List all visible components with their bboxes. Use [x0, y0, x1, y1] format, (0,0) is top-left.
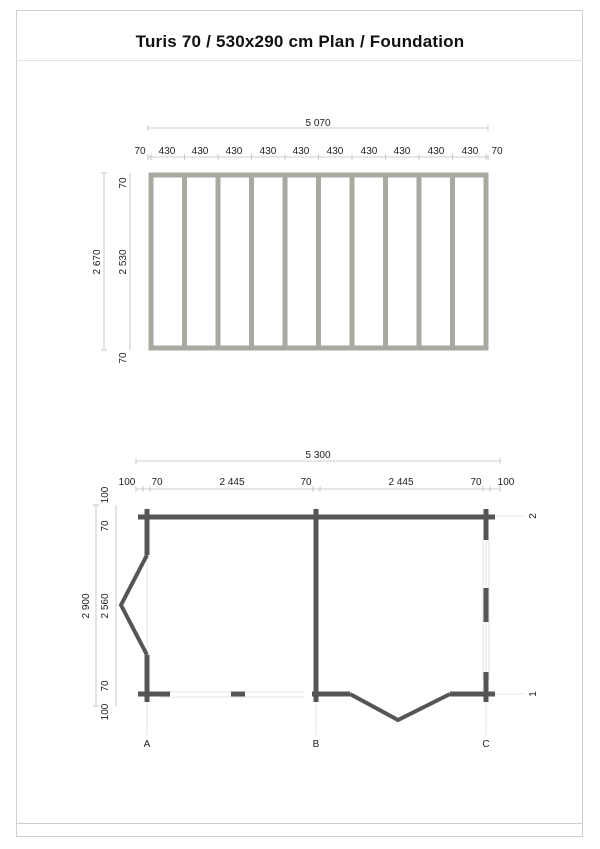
foundation-dimensions — [92, 118, 503, 364]
foundation-total-width: 5 070 — [305, 118, 331, 129]
fd-seg-8: 430 — [393, 146, 411, 157]
plan-seg-1: 70 — [151, 477, 163, 488]
front-double-door — [350, 694, 450, 720]
left-double-door — [121, 555, 147, 655]
plan-vseg-top-wall: 70 — [100, 520, 111, 532]
axis-c: C — [482, 739, 490, 750]
plan-vseg-bottom-outer: 100 — [100, 703, 111, 721]
fd-seg-7: 430 — [360, 146, 378, 157]
plan-vseg-bottom-wall: 70 — [100, 680, 111, 692]
plan-total-height: 2 900 — [81, 593, 92, 619]
fd-seg-3: 430 — [225, 146, 243, 157]
page-title: Turis 70 / 530x290 cm Plan / Foundation — [135, 32, 465, 51]
foundation-top-beam: 70 — [118, 177, 129, 189]
plan-guide-lines — [147, 508, 525, 735]
fd-seg-1: 430 — [158, 146, 176, 157]
plan-seg-5: 70 — [470, 477, 482, 488]
axis-1: 1 — [528, 691, 539, 697]
plan-seg-3: 70 — [300, 477, 312, 488]
fd-seg-9: 430 — [427, 146, 445, 157]
axis-a: A — [143, 739, 151, 750]
foundation-bottom-beam: 70 — [118, 352, 129, 364]
fd-seg-4: 430 — [259, 146, 277, 157]
plan-seg-4: 2 445 — [388, 477, 414, 488]
plan-seg-6: 100 — [497, 477, 515, 488]
fd-seg-0: 70 — [134, 146, 146, 157]
plan-axes — [144, 513, 539, 750]
foundation-inner-height: 2 530 — [118, 249, 129, 275]
plan-inner-height: 2 560 — [100, 593, 111, 619]
axis-2: 2 — [528, 513, 539, 519]
plan-walls — [138, 509, 495, 702]
foundation-frame — [151, 175, 486, 348]
plan-seg-2: 2 445 — [219, 477, 245, 488]
fd-seg-11: 70 — [491, 146, 503, 157]
plan-doors — [121, 555, 450, 720]
plan-total-width: 5 300 — [305, 450, 331, 461]
fd-seg-6: 430 — [326, 146, 344, 157]
axis-b: B — [312, 739, 320, 750]
plan-vseg-top-outer: 100 — [100, 486, 111, 504]
fd-seg-10: 430 — [461, 146, 479, 157]
plan-seg-0: 100 — [118, 477, 136, 488]
fd-seg-2: 430 — [191, 146, 209, 157]
fd-seg-5: 430 — [292, 146, 310, 157]
foundation-total-height: 2 670 — [92, 249, 103, 275]
